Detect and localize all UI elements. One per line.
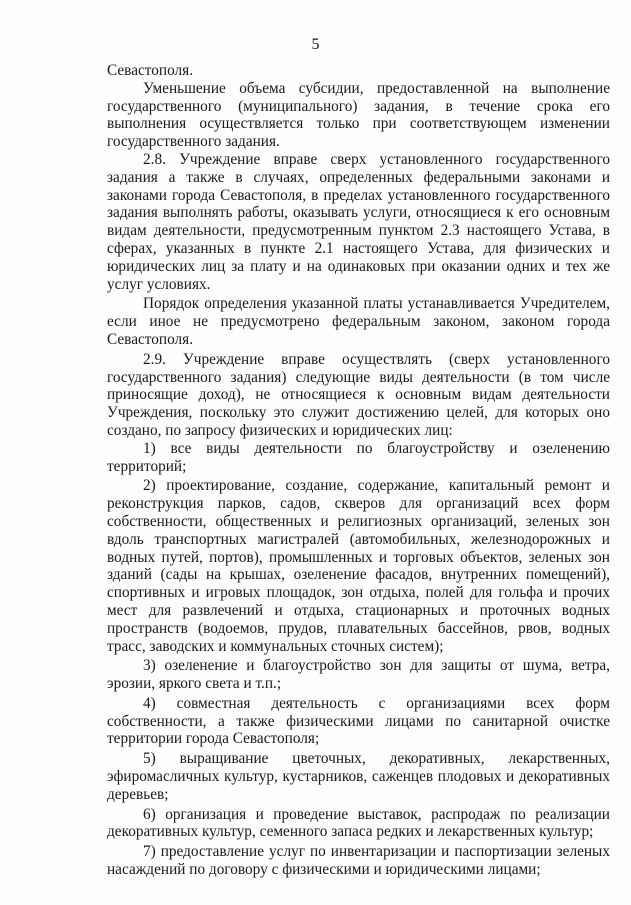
paragraph-clause-2-9: 2.9. Учреждение вправе осуществлять (сверх установленного государственного задания) следующие виды деятельности (в том числе приносящие доход), не относящиеся к основным видам деятельности Учреждения, поскольку это служит достижению целей, для которых оно создано, по запросу физических и юридических лиц: [107, 350, 610, 439]
list-item: 5) выращивание цветочных, декоративных, лекарственных, эфиромасличных культур, кустарников, саженцев плодовых и декоративных деревьев; [107, 750, 610, 803]
paragraph-continuation: Севастополя. [107, 62, 194, 79]
paragraph-fee-procedure: Порядок определения указанной платы устанавливается Учредителем, если иное не предусмотрено федеральным законом, законом города Севастополя. [107, 295, 610, 348]
list-item: 3) озеленение и благоустройство зон для защиты от шума, ветра, эрозии, яркого света и т.п.; [107, 657, 610, 693]
list-item: 2) проектирование, создание, содержание, капитальный ремонт и реконструкция парков, садов, скверов для организаций всех форм собственности, общественных и религиозных организаций, зеленых зон вдоль транспортных магистралей (автомобильных, железнодорожных и водных путей, портов), промышленных и торговых объектов, зеленых зон зданий (сады на крышах, озеленение фасадов, внутренних помещений), спортивных и игровых площадок, зон отдыха, полей для гольфа и прочих мест для развлечений и отдыха, стационарных и проточных водных пространств (водоемов, прудов, плавательных бассейнов, рвов, водных трасс, заводских и коммунальных сточных систем); [107, 477, 610, 655]
paragraph-subsidy-reduction: Уменьшение объема субсидии, предоставленной на выполнение государственного (муниципального) задания, в течение срока его выполнения осуществляется только при соответствующем изменении государственного задания. [107, 79, 610, 151]
list-item: 6) организация и проведение выставок, распродаж по реализации декоративных культур, семенного запаса редких и лекарственных культур; [107, 805, 610, 841]
list-item: 1) все виды деятельности по благоустройству и озеленению территорий; [107, 439, 610, 475]
paragraph-clause-2-8: 2.8. Учреждение вправе сверх установленного государственного задания а также в случаях, определенных федеральными законами и законами города Севастополя, в пределах установленного государственного задания выполнять работы, оказывать услуги, относящиеся к его основным видам деятельности, предусмотренным пунктом 2.3 настоящего Устава, в сферах, указанных в пункте 2.1 настоящего Устава, для физических и юридических лиц за плату и на одинаковых при оказании одних и тех же услуг условиях. [107, 150, 610, 293]
list-item: 4) совместная деятельность с организациями всех форм собственности, а также физическими лицами по санитарной очистке территории города Севастополя; [107, 694, 610, 748]
document-body [107, 62, 610, 879]
page-number: 5 [311, 36, 320, 53]
list-item: 7) предоставление услуг по инвентаризации и паспортизации зеленых насаждений по договору с физическими и юридическими лицами; [107, 843, 610, 879]
